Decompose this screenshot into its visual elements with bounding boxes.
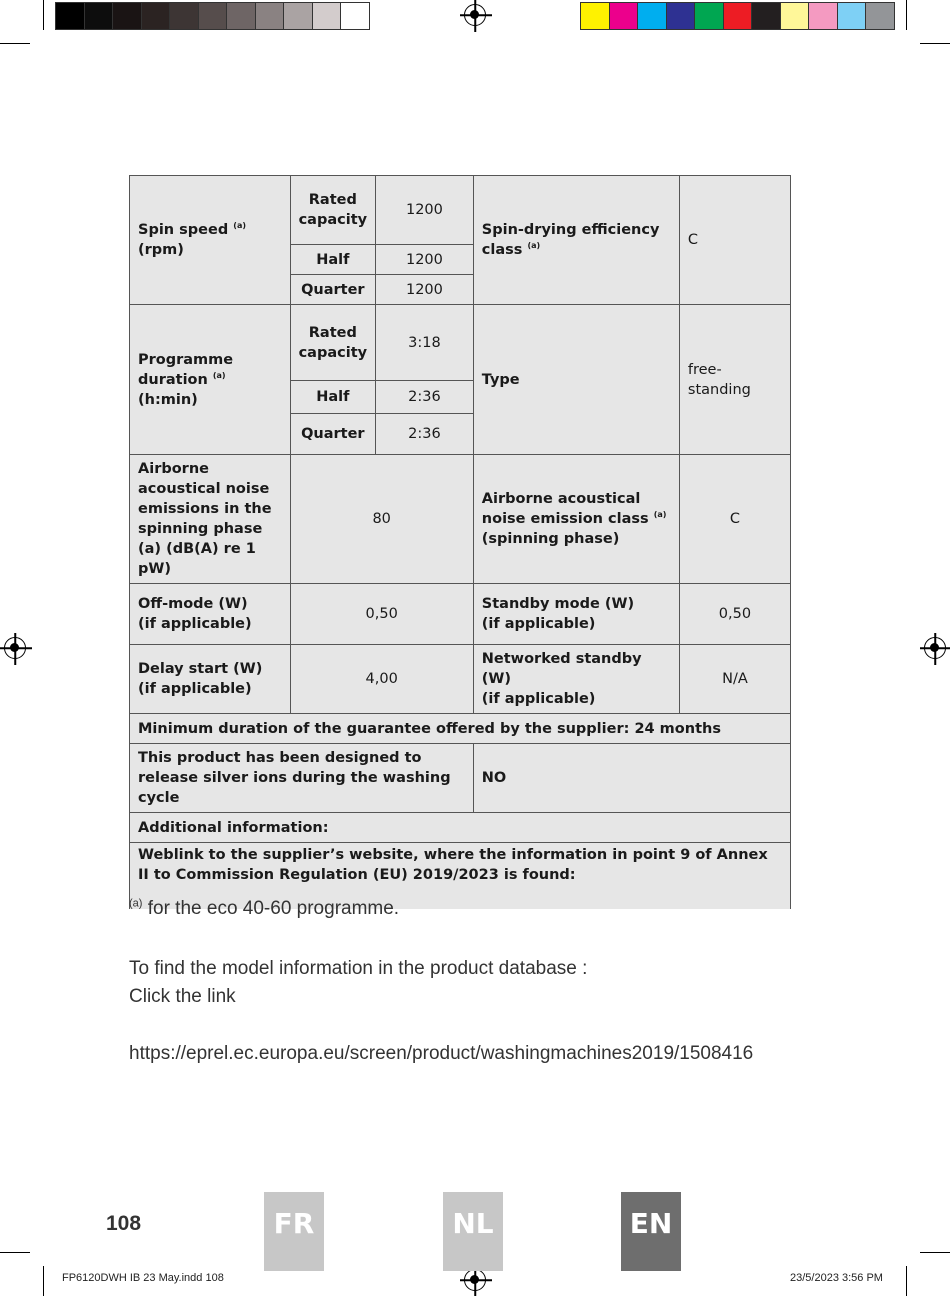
rated-capacity-label: Rated capacity xyxy=(290,176,375,245)
color-swatch xyxy=(838,3,867,29)
off-mode-label: Off-mode (W) (if applicable) xyxy=(130,584,291,645)
quarter-label: Quarter xyxy=(290,275,375,305)
registration-mark-icon xyxy=(464,4,486,26)
color-swatch xyxy=(866,3,894,29)
weblink-label: Weblink to the supplier’s website, where the information in point 9 of Annex II to Commission Regulation (EU) 2019/2023 is found: xyxy=(130,843,791,909)
eprel-link[interactable]: https://eprel.ec.europa.eu/screen/product/washingmachines2019/1508416 xyxy=(129,1043,754,1064)
spin-half-value: 1200 xyxy=(376,245,474,275)
off-mode-value: 0,50 xyxy=(290,584,473,645)
spin-efficiency-value: C xyxy=(679,176,790,305)
find-model-text xyxy=(129,955,587,1011)
color-swatch xyxy=(313,3,342,29)
networked-standby-value: N/A xyxy=(679,645,790,714)
color-swatch xyxy=(227,3,256,29)
click-link-line: Click the link xyxy=(129,986,236,1007)
crop-mark xyxy=(43,0,44,30)
language-tab-nl: NL xyxy=(443,1192,503,1271)
color-swatch xyxy=(667,3,696,29)
language-tab-en: EN xyxy=(621,1192,681,1271)
crop-mark xyxy=(906,0,907,30)
color-swatch xyxy=(724,3,753,29)
crop-mark xyxy=(906,1266,907,1296)
half-label: Half xyxy=(290,245,375,275)
registration-mark-icon xyxy=(464,1269,486,1291)
color-swatch xyxy=(638,3,667,29)
page-number: 108 xyxy=(106,1212,142,1235)
spin-rated-value: 1200 xyxy=(376,176,474,245)
color-swatch xyxy=(610,3,639,29)
networked-standby-label: Networked standby (W) (if applicable) xyxy=(473,645,679,714)
prog-half-value: 2:36 xyxy=(376,381,474,414)
find-model-line: To find the model information in the product database : xyxy=(129,958,588,979)
crop-mark xyxy=(43,1266,44,1296)
rated-capacity-label: Rated capacity xyxy=(290,305,375,381)
noise-emissions-label: Airborne acoustical noise emissions in the spinning phase (a) (dB(A) re 1 pW) xyxy=(130,455,291,584)
color-swatch xyxy=(113,3,142,29)
noise-class-value: C xyxy=(679,455,790,584)
color-swatch xyxy=(695,3,724,29)
spin-quarter-value: 1200 xyxy=(376,275,474,305)
crop-mark xyxy=(0,43,30,44)
color-swatch xyxy=(781,3,810,29)
product-spec-table xyxy=(129,175,791,909)
crop-mark xyxy=(0,1252,30,1253)
type-value: free-standing xyxy=(679,305,790,455)
color-swatch xyxy=(170,3,199,29)
silver-ions-value: NO xyxy=(473,744,790,813)
crop-mark xyxy=(920,1252,950,1253)
half-label: Half xyxy=(290,381,375,414)
prog-rated-value: 3:18 xyxy=(376,305,474,381)
noise-class-label: Airborne acoustical noise emission class $^{(a)}$ (spinning phase) xyxy=(473,455,679,584)
spin-speed-label: Spin speed $^{(a)}$(rpm) xyxy=(130,176,291,305)
prog-quarter-value: 2:36 xyxy=(376,414,474,455)
color-swatch xyxy=(199,3,228,29)
color-swatch xyxy=(752,3,781,29)
color-swatch-bar-right xyxy=(580,2,895,30)
footnote: $^{(a)}$ for the eco 40-60 programme. xyxy=(129,897,400,919)
quarter-label: Quarter xyxy=(290,414,375,455)
silver-ions-label: This product has been designed to release silver ions during the washing cycle xyxy=(130,744,474,813)
color-swatch xyxy=(284,3,313,29)
color-swatch xyxy=(56,3,85,29)
registration-mark-icon xyxy=(924,637,946,659)
color-swatch xyxy=(341,3,369,29)
type-label: Type xyxy=(473,305,679,455)
color-swatch xyxy=(85,3,114,29)
color-swatch xyxy=(581,3,610,29)
color-swatch-bar-left xyxy=(55,2,370,30)
guarantee-row: Minimum duration of the guarantee offered by the supplier: 24 months xyxy=(130,714,791,744)
registration-mark-icon xyxy=(4,637,26,659)
color-swatch xyxy=(809,3,838,29)
delay-start-label: Delay start (W) (if applicable) xyxy=(130,645,291,714)
standby-mode-value: 0,50 xyxy=(679,584,790,645)
spin-efficiency-label: Spin-drying efficiency class $^{(a)}$ xyxy=(473,176,679,305)
print-slug-date: 23/5/2023 3:56 PM xyxy=(790,1272,883,1284)
programme-duration-label: Programme duration $^{(a)}$ (h:min) xyxy=(130,305,291,455)
color-swatch xyxy=(256,3,285,29)
crop-mark xyxy=(920,43,950,44)
delay-start-value: 4,00 xyxy=(290,645,473,714)
print-slug-file: FP6120DWH IB 23 May.indd 108 xyxy=(62,1272,224,1284)
standby-mode-label: Standby mode (W) (if applicable) xyxy=(473,584,679,645)
color-swatch xyxy=(142,3,171,29)
additional-info-label: Additional information: xyxy=(130,813,791,843)
language-tab-fr: FR xyxy=(264,1192,324,1271)
noise-emissions-value: 80 xyxy=(290,455,473,584)
